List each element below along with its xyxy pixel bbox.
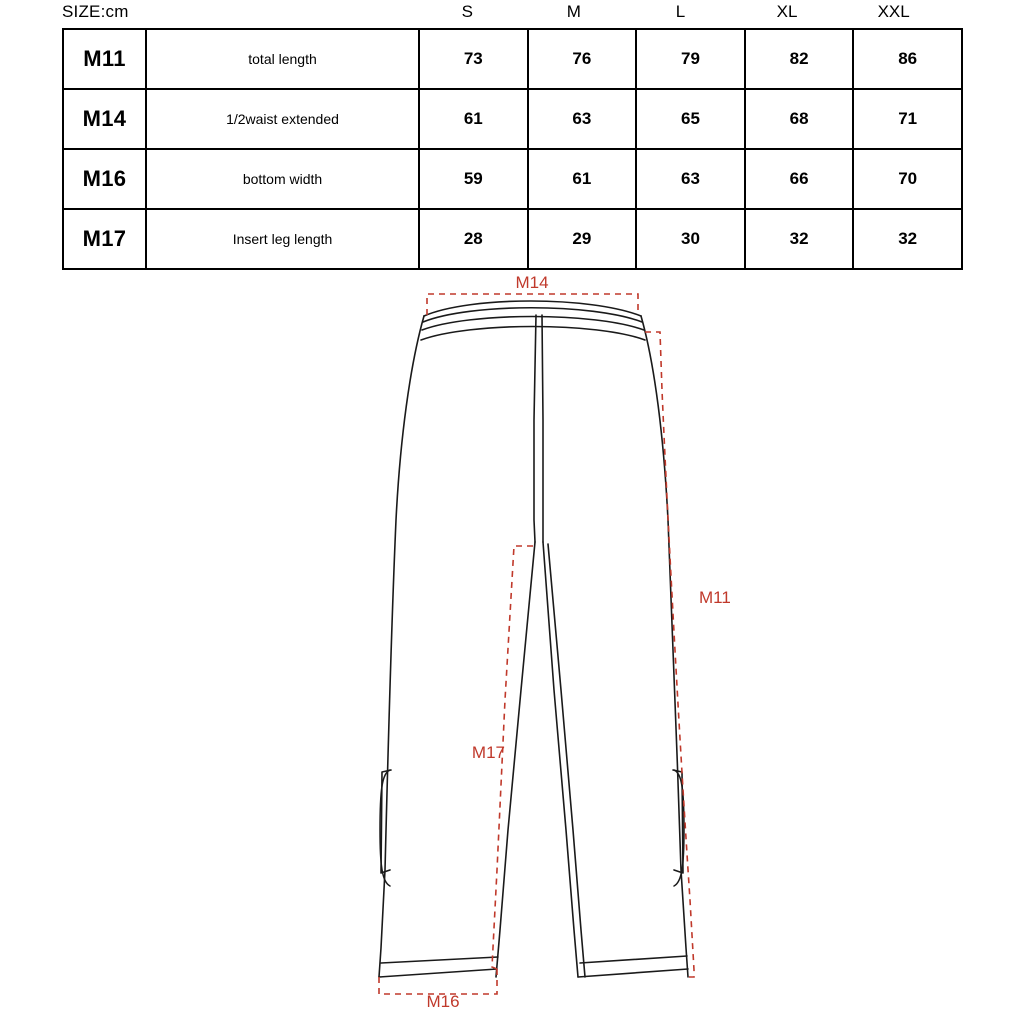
dimension-label-m16: M16 (426, 992, 460, 1009)
cell-l: 63 (636, 149, 745, 209)
cell-xl: 32 (745, 209, 854, 269)
measurement-table (62, 28, 963, 270)
cell-s: 28 (419, 209, 528, 269)
dimension-m11-line (645, 332, 694, 977)
cell-xl: 82 (745, 29, 854, 89)
cell-xxl: 32 (853, 209, 962, 269)
pants-outline (379, 301, 688, 1009)
size-unit-caption: SIZE:cm (62, 2, 129, 21)
row-label: total length (146, 29, 419, 89)
dimension-label-m17: M17 (471, 743, 505, 762)
dimension-lines (379, 294, 694, 994)
row-code: M17 (63, 209, 146, 269)
row-code: M11 (63, 29, 146, 89)
cell-xxl: 70 (853, 149, 962, 209)
size-header-m: M (566, 2, 581, 21)
cell-m: 29 (528, 209, 637, 269)
row-label: 1/2waist extended (146, 89, 419, 149)
row-code: M16 (63, 149, 146, 209)
dimension-label-m11: M11 (699, 588, 731, 607)
table-row (63, 149, 962, 209)
size-header-xl: XL (776, 2, 798, 21)
cell-l: 79 (636, 29, 745, 89)
size-header-xxl: XXL (877, 2, 910, 21)
cell-xxl: 71 (853, 89, 962, 149)
size-header-row (414, 2, 947, 24)
cell-s: 59 (419, 149, 528, 209)
cell-xxl: 86 (853, 29, 962, 89)
cell-s: 61 (419, 89, 528, 149)
dimension-m14-line (427, 294, 638, 315)
cell-xl: 68 (745, 89, 854, 149)
cell-l: 30 (636, 209, 745, 269)
cell-m: 76 (528, 29, 637, 89)
row-label: Insert leg length (146, 209, 419, 269)
size-header-s: S (461, 2, 473, 21)
pants-technical-drawing (0, 270, 1009, 1009)
table-row (63, 89, 962, 149)
size-header-l: L (675, 2, 686, 21)
table-row (63, 209, 962, 269)
cell-xl: 66 (745, 149, 854, 209)
row-label: bottom width (146, 149, 419, 209)
table-row (63, 29, 962, 89)
pocket-details (380, 770, 684, 886)
dimension-label-m14: M14 (515, 273, 549, 292)
cell-l: 65 (636, 89, 745, 149)
cell-m: 63 (528, 89, 637, 149)
row-code: M14 (63, 89, 146, 149)
cell-s: 73 (419, 29, 528, 89)
cell-m: 61 (528, 149, 637, 209)
